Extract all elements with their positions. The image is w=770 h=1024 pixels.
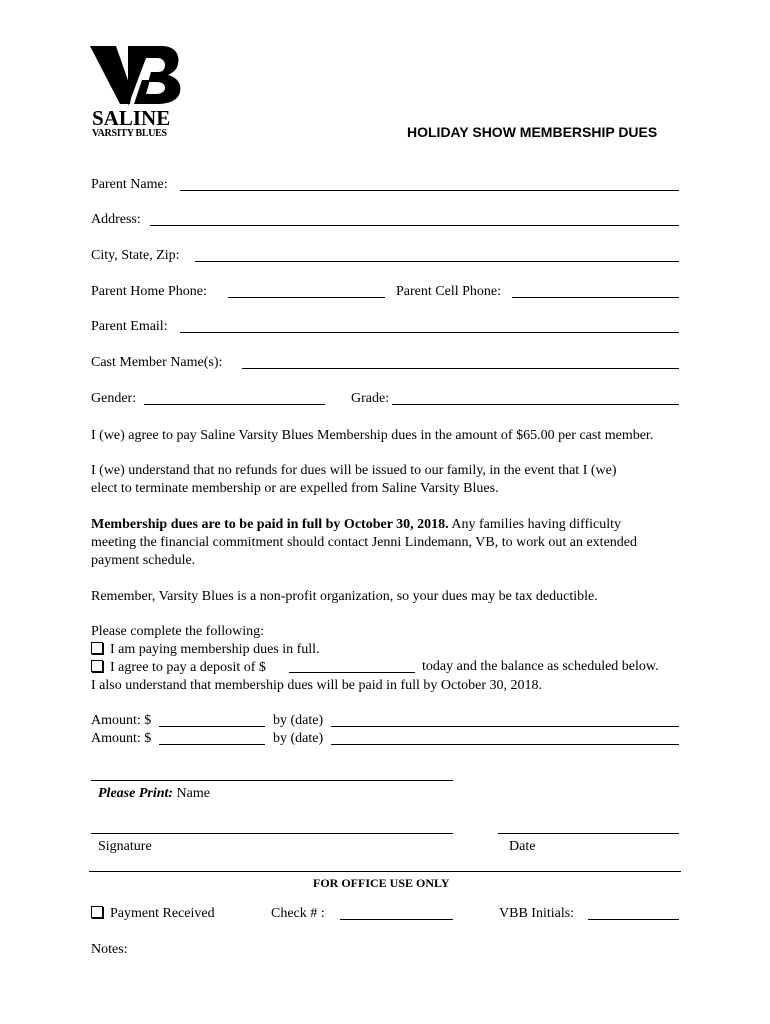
refund-line-1: I (we) understand that no refunds for dues will be issued to our family, in the event that I (we) bbox=[91, 463, 617, 478]
address-field[interactable] bbox=[150, 225, 679, 226]
city-state-zip-field[interactable] bbox=[195, 261, 679, 262]
name-label: Name bbox=[176, 786, 210, 801]
cast-member-names-field[interactable] bbox=[242, 368, 679, 369]
check-number-label: Check # : bbox=[271, 906, 325, 921]
payment-received-checkbox[interactable] bbox=[91, 906, 103, 918]
notes-label: Notes: bbox=[91, 942, 128, 957]
agree-paragraph: I (we) agree to pay Saline Varsity Blues Membership dues in the amount of $65.00 per cast member. bbox=[91, 428, 654, 443]
amount-label-1: Amount: $ bbox=[91, 713, 152, 728]
refund-paragraph bbox=[91, 462, 703, 498]
check-number-field[interactable] bbox=[340, 919, 453, 920]
city-state-zip-label: City, State, Zip: bbox=[91, 248, 180, 263]
address-label: Address: bbox=[91, 212, 141, 227]
by-date-label-2: by (date) bbox=[273, 731, 324, 746]
option-full-label: I am paying membership dues in full. bbox=[110, 642, 320, 657]
full-payment-checkbox[interactable] bbox=[91, 642, 103, 654]
vbb-initials-field[interactable] bbox=[588, 919, 679, 920]
amount-field-1[interactable] bbox=[159, 726, 265, 727]
office-divider bbox=[89, 871, 681, 872]
form-title: HOLIDAY SHOW MEMBERSHIP DUES bbox=[407, 124, 658, 140]
deposit-suffix: today and the balance as scheduled below. bbox=[422, 659, 659, 674]
date-field[interactable] bbox=[498, 833, 679, 834]
parent-home-phone-field[interactable] bbox=[228, 297, 385, 298]
by-date-label-1: by (date) bbox=[273, 713, 324, 728]
vb-monogram-icon bbox=[90, 44, 182, 110]
parent-cell-phone-label: Parent Cell Phone: bbox=[396, 284, 501, 299]
deadline-bold-text: Membership dues are to be paid in full by October 30, 2018. bbox=[91, 517, 449, 532]
refund-line-2: elect to terminate membership or are expelled from Saline Varsity Blues. bbox=[91, 481, 499, 496]
understand-line: I also understand that membership dues will be paid in full by October 30, 2018. bbox=[91, 678, 543, 693]
print-name-caption bbox=[98, 786, 210, 802]
logo-subtitle: VARSITY BLUES bbox=[92, 128, 167, 139]
office-use-heading: FOR OFFICE USE ONLY bbox=[313, 876, 450, 890]
signature-label: Signature bbox=[98, 839, 152, 854]
gender-label: Gender: bbox=[91, 391, 137, 406]
signature-field[interactable] bbox=[91, 833, 453, 834]
logo-name: SALINE bbox=[92, 106, 171, 130]
remember-paragraph: Remember, Varsity Blues is a non-profit organization, so your dues may be tax deductible. bbox=[91, 589, 598, 604]
please-print-label: Please Print: bbox=[98, 786, 174, 801]
cast-member-names-label: Cast Member Name(s): bbox=[91, 355, 223, 370]
parent-name-label: Parent Name: bbox=[91, 177, 168, 192]
deadline-paragraph bbox=[91, 516, 703, 570]
parent-home-phone-label: Parent Home Phone: bbox=[91, 284, 207, 299]
deposit-checkbox[interactable] bbox=[91, 660, 103, 672]
vbb-initials-label: VBB Initials: bbox=[499, 906, 575, 921]
by-date-field-2[interactable] bbox=[331, 744, 679, 745]
print-name-field[interactable] bbox=[91, 780, 453, 781]
date-label: Date bbox=[509, 839, 536, 854]
parent-name-field[interactable] bbox=[180, 190, 679, 191]
payment-received-item bbox=[91, 906, 215, 922]
deadline-text: Any families having difficulty bbox=[448, 517, 622, 532]
amount-label-2: Amount: $ bbox=[91, 731, 152, 746]
options-intro: Please complete the following: bbox=[91, 624, 265, 639]
option-full bbox=[91, 641, 703, 659]
parent-cell-phone-field[interactable] bbox=[512, 297, 679, 298]
deposit-amount-field[interactable] bbox=[289, 672, 415, 673]
option-deposit-label: I agree to pay a deposit of $ bbox=[110, 660, 266, 675]
deadline-line-3: payment schedule. bbox=[91, 553, 196, 568]
grade-label: Grade: bbox=[351, 391, 390, 406]
gender-field[interactable] bbox=[144, 404, 325, 405]
payment-received-label: Payment Received bbox=[110, 906, 215, 921]
parent-email-label: Parent Email: bbox=[91, 319, 168, 334]
by-date-field-1[interactable] bbox=[331, 726, 679, 727]
amount-field-2[interactable] bbox=[159, 744, 265, 745]
grade-field[interactable] bbox=[392, 404, 679, 405]
deadline-line-2: meeting the financial commitment should contact Jenni Lindemann, VB, to work out an extended bbox=[91, 535, 637, 550]
parent-email-field[interactable] bbox=[180, 332, 679, 333]
